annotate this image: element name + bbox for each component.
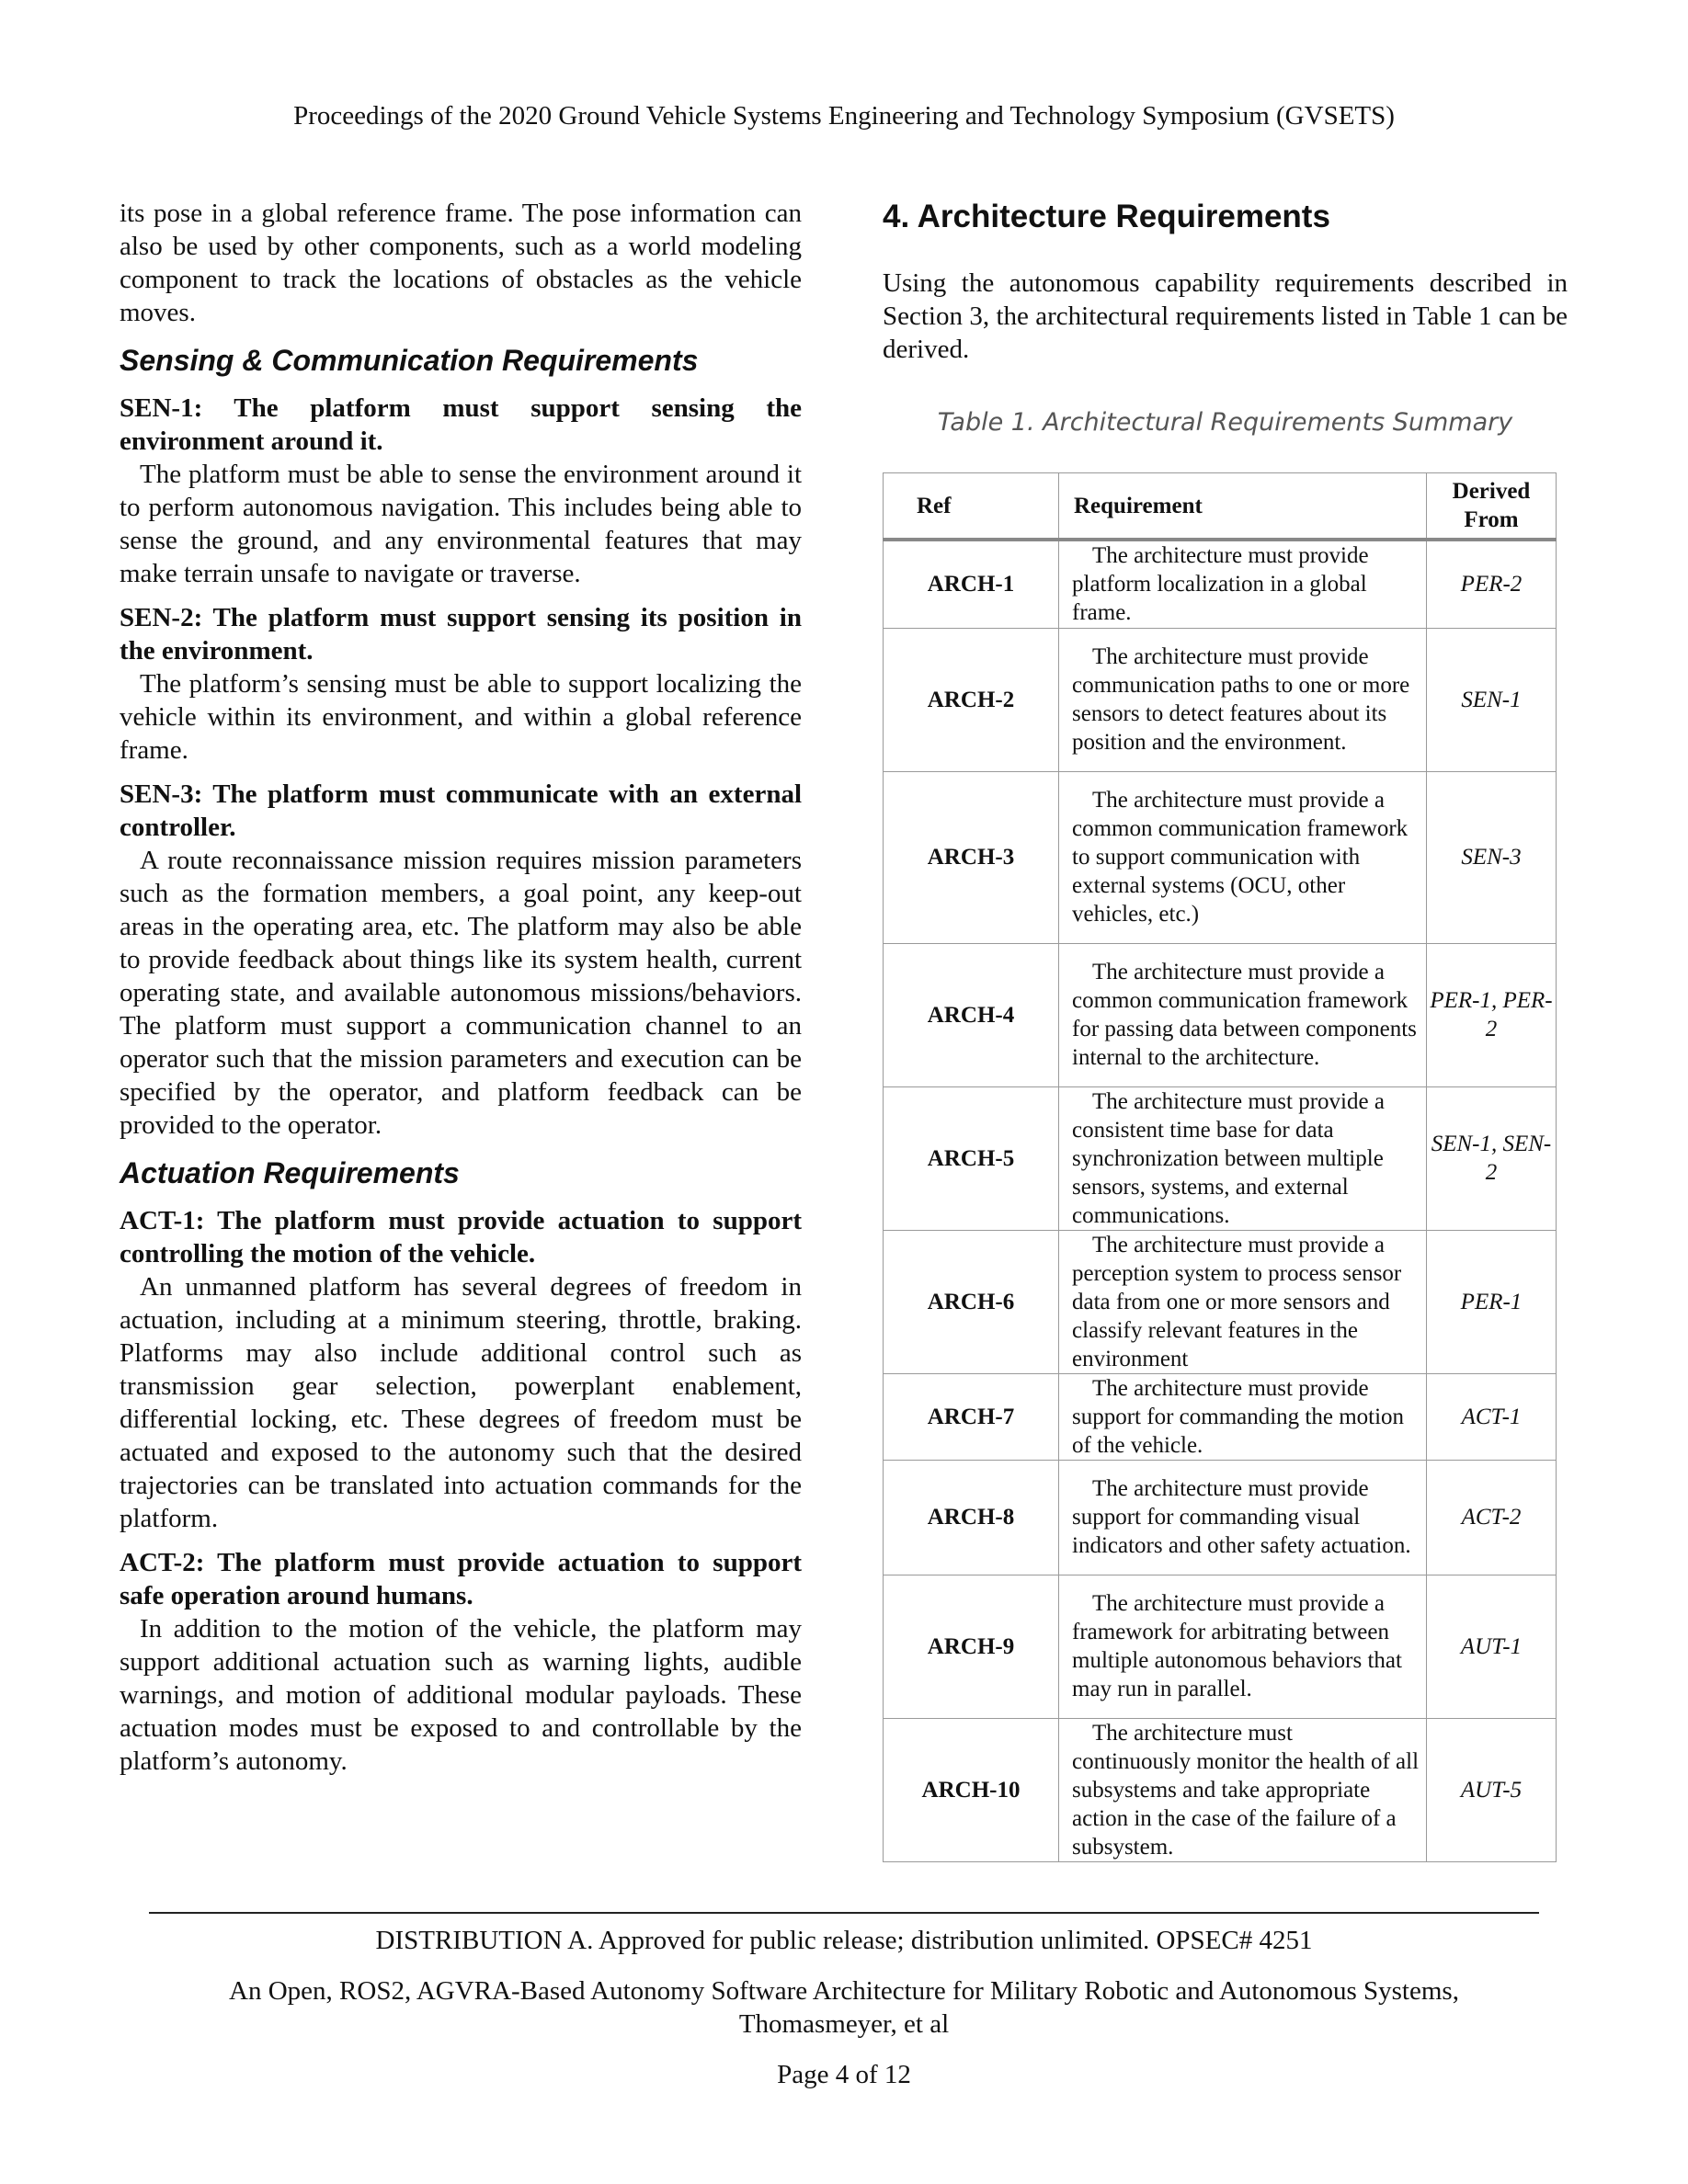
table-caption: Table 1. Architectural Requirements Summary [937, 408, 1513, 437]
table-row [884, 1373, 1557, 1460]
sen3-title: SEN-3: The platform must communicate with an external controller. [120, 779, 802, 842]
requirement-first-line: The architecture must provide [1092, 1476, 1369, 1501]
requirement-text: framework for arbitrating between multiple autonomous behaviors that may run in parallel. [1072, 1620, 1402, 1701]
page-number: Page 4 of 12 [777, 2060, 911, 2089]
section-intro: Using the autonomous capability requirements described in Section 3, the architectural requirements listed in Table 1 can be derived. [883, 268, 1568, 364]
header-derived-line2: From [1464, 507, 1519, 532]
requirement-text: consistent time base for data synchronization between multiple sensors, systems, and external communications. [1072, 1117, 1384, 1228]
requirement-first-line: The architecture must provide a [1092, 1088, 1385, 1114]
requirements-table [883, 472, 1557, 1862]
left-column [120, 197, 802, 1778]
header-derived-from [1427, 473, 1557, 540]
ref-cell: ARCH-9 [884, 1575, 1059, 1718]
table-row [884, 771, 1557, 943]
requirement-first-line: The architecture must provide a [1092, 788, 1385, 813]
ref-cell: ARCH-8 [884, 1460, 1059, 1575]
table-row [884, 628, 1557, 771]
footer-divider [149, 1912, 1539, 1914]
requirement-first-line: The architecture must provide [1092, 1375, 1369, 1401]
act1-body: An unmanned platform has several degrees of freedom in actuation, including at a minimum steering, throttle, braking. Platforms may also include additional control such as transmission gear selection, powerplant enablement, differential locking, etc. These degrees of freedom must be actuated and exposed to the autonomy such that the desired trajectories can be translated into actuation commands for the platform. [120, 1272, 802, 1533]
table-row [884, 1086, 1557, 1230]
requirement-cell [1059, 540, 1427, 628]
requirement-first-line: The architecture must provide [1092, 644, 1369, 669]
requirement-cell [1059, 628, 1427, 771]
ref-cell: ARCH-4 [884, 943, 1059, 1086]
requirement-cell [1059, 1230, 1427, 1373]
requirement-text: support for commanding the motion of the vehicle. [1072, 1404, 1405, 1458]
derived-cell: AUT-5 [1427, 1718, 1557, 1861]
running-header: Proceedings of the 2020 Ground Vehicle Systems Engineering and Technology Symposium (GVSETS) [293, 101, 1395, 131]
distribution-statement: DISTRIBUTION A. Approved for public release; distribution unlimited. OPSEC# 4251 [375, 1926, 1313, 1955]
requirement-cell [1059, 1575, 1427, 1718]
intro-paragraph: its pose in a global reference frame. The pose information can also be used by other components, such as a world modeling component to track the locations of obstacles as the vehicle moves. [120, 199, 802, 327]
right-column [883, 197, 1568, 1862]
footer-paper-title: An Open, ROS2, AGVRA-Based Autonomy Software Architecture for Military Robotic and Autonomous Systems, [229, 1976, 1459, 2006]
requirement-cell [1059, 1373, 1427, 1460]
table-row [884, 1718, 1557, 1861]
derived-cell: PER-1, PER-2 [1427, 943, 1557, 1086]
derived-cell: PER-2 [1427, 540, 1557, 628]
requirement-cell [1059, 943, 1427, 1086]
table-row [884, 1460, 1557, 1575]
sen2-body: The platform’s sensing must be able to support localizing the vehicle within its environment, and within a global reference frame. [120, 669, 802, 765]
section-title: 4. Architecture Requirements [883, 199, 1330, 234]
table-row [884, 1230, 1557, 1373]
ref-cell: ARCH-7 [884, 1373, 1059, 1460]
act2-title: ACT-2: The platform must provide actuation to support safe operation around humans. [120, 1548, 802, 1610]
requirement-cell [1059, 1460, 1427, 1575]
table-row [884, 540, 1557, 628]
requirement-cell [1059, 771, 1427, 943]
requirement-text: platform localization in a global frame. [1072, 572, 1367, 626]
requirement-cell [1059, 1086, 1427, 1230]
derived-cell: SEN-3 [1427, 771, 1557, 943]
requirement-first-line: The architecture must provide a [1092, 1232, 1385, 1257]
requirement-text: common communication framework for passing data between components internal to the architecture. [1072, 988, 1417, 1070]
ref-cell: ARCH-6 [884, 1230, 1059, 1373]
act1-title: ACT-1: The platform must provide actuation to support controlling the motion of the vehicle. [120, 1206, 802, 1268]
requirement-text: continuously monitor the health of all subsystems and take appropriate action in the case of the failure of a subsystem. [1072, 1748, 1420, 1860]
ref-cell: ARCH-10 [884, 1718, 1059, 1861]
requirement-text: common communication framework to support communication with external systems (OCU, other vehicles, etc.) [1072, 816, 1409, 927]
sen1-body: The platform must be able to sense the environment around it to perform autonomous navigation. This includes being able to sense the ground, and any environmental features that may make terrain unsafe to navigate or traverse. [120, 460, 802, 588]
requirement-first-line: The architecture must [1092, 1720, 1293, 1746]
sensing-heading: Sensing & Communication Requirements [120, 344, 699, 377]
header-derived-line1: Derived [1452, 479, 1531, 504]
derived-cell: ACT-1 [1427, 1373, 1557, 1460]
requirement-text: support for commanding visual indicators and other safety actuation. [1072, 1505, 1411, 1558]
table-row [884, 1575, 1557, 1718]
ref-cell: ARCH-1 [884, 540, 1059, 628]
requirement-first-line: The architecture must provide a [1092, 960, 1385, 984]
derived-cell: SEN-1, SEN-2 [1427, 1086, 1557, 1230]
derived-cell: ACT-2 [1427, 1460, 1557, 1575]
table-body [884, 540, 1557, 1861]
ref-cell: ARCH-5 [884, 1086, 1059, 1230]
sen1-title: SEN-1: The platform must support sensing the environment around it. [120, 393, 802, 456]
footer-authors: Thomasmeyer, et al [738, 2009, 950, 2039]
table-row [884, 943, 1557, 1086]
header-ref: Ref [884, 473, 1059, 540]
sen2-title: SEN-2: The platform must support sensing its position in the environment. [120, 603, 802, 665]
derived-cell: SEN-1 [1427, 628, 1557, 771]
act2-body: In addition to the motion of the vehicle, the platform may support additional actuation such as warning lights, audible warnings, and motion of additional modular payloads. These actuation modes must be exposed to and controllable by the platform’s autonomy. [120, 1614, 802, 1776]
requirement-first-line: The architecture must provide a [1092, 1591, 1385, 1616]
requirement-text: communication paths to one or more sensors to detect features about its position and the environment. [1072, 673, 1410, 755]
table-header-row [884, 473, 1557, 540]
ref-cell: ARCH-3 [884, 771, 1059, 943]
header-requirement: Requirement [1059, 473, 1427, 540]
derived-cell: AUT-1 [1427, 1575, 1557, 1718]
actuation-heading: Actuation Requirements [120, 1156, 460, 1189]
derived-cell: PER-1 [1427, 1230, 1557, 1373]
requirement-first-line: The architecture must provide [1092, 543, 1369, 569]
requirement-cell [1059, 1718, 1427, 1861]
requirement-text: perception system to process sensor data from one or more sensors and classify relevant features in the environment [1072, 1260, 1402, 1371]
ref-cell: ARCH-2 [884, 628, 1059, 771]
sen3-body: A route reconnaissance mission requires mission parameters such as the formation members, a goal point, any keep-out areas in the operating area, etc. The platform may also be able to provide feedback about things like its system health, current operating state, and available autonomous missions/behaviors. The platform must support a communication channel to an operator such that the mission parameters and execution can be specified by the operator, and platform feedback can be provided to the operator. [120, 846, 802, 1140]
